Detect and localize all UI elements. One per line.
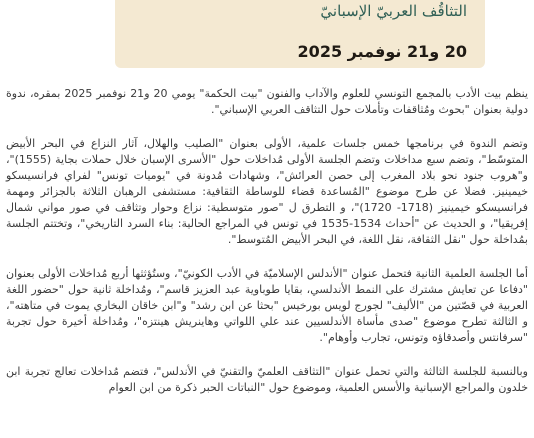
header-banner <box>115 0 485 68</box>
article-body <box>6 86 528 414</box>
article-paragraph-session-1: وتضم الندوة في برنامجها خمس جلسات علمية، الأولى بعنوان "الصليب والهلال، آثار النزاع في البحر الأبيض المتوسّط"، وتضم سبع مداخلات وتضم الجلسة الأولى مُداخلات حول "الأسرى الإسبان خلال حملات بجاية (1555)"، و"هروب جنود نحو بلاد المغرب إلى حصن العرائش"، وشهادات مُدونة في "يوميات تونس" لفراي فرانسيسكو خيمينيز. فضلا عن طرح موضوع "المُساعدة قضاء للوساطة الثقافية: مستشفى الرهبان الثلاثة بالجزائر ومهمة فرانسيسكو خيمينيز (1718- 1720)"، و التطرق ل "صور متوسطية: نزاع وحوار وتثاقف في صور مواني شمال إفريقيا"، و الحديث عن "أحداث 1534-1535 في تونس في المراجع الحالية: بناء السرد التاريخي"، وتختتم الجلسة بمُداخلة حول "نقل الثقافة، نقل اللغة، في البحر الأبيض المُتوسط". <box>6 137 528 246</box>
article-paragraph-session-3: وبالنسبة للجلسة الثالثة والتي تحمل عنوان "التثاقف العلميّ والتقنيّ في الأندلس"، فتضم مُداخلات تعالج تجربة ابن خلدون والمراجع الإسبانية والأسس العلمية، وموضوع حول "النباتات الحبر ذكرة من ابن العوام <box>6 365 528 394</box>
banner-date: 20 و21 نوفمبر 2025 <box>297 42 467 61</box>
article-paragraph-session-2: أما الجلسة العلمية الثانية فتحمل عنوان "الأندلس الإسلاميّة في الأدب الكونيّ"، وستُؤثثها أربع مُداخلات الأولى بعنوان "دفاعا عن تعايش مشترك على النمط الأندلسي، بقايا طوباوية عبد العزيز قاسم"، ومُداخلة ثانية حول "حضور اللغة العربية في قصّتين من "الأليف" لجورج لويس بورخيس "بحثا عن ابن رشد" و"ابن خاقان البخاري يموت في متاهته"، و الثالثة تطرح موضوع "صدى مأساة الأندلسيين عند علي اللواتي وهاينريش هينتزه"، ومُداخلة أخيرة حول تجربة "سرفانتس وأصدقاؤه وتونس، تجارب وأوهام". <box>6 267 528 344</box>
banner-title: التثاقُف العربيّ الإسبانيّ <box>320 2 467 20</box>
article-paragraph-intro: ينظم بيت الأدب بالمجمع التونسي للعلوم والآداب والفنون "بيت الحكمة" يومي 20 و21 نوفمبر 2025 بمقره، ندوة دولية بعنوان "بحوث ومُثاقفات وتأملات حول التثاقف العربي الإسباني". <box>6 87 529 116</box>
